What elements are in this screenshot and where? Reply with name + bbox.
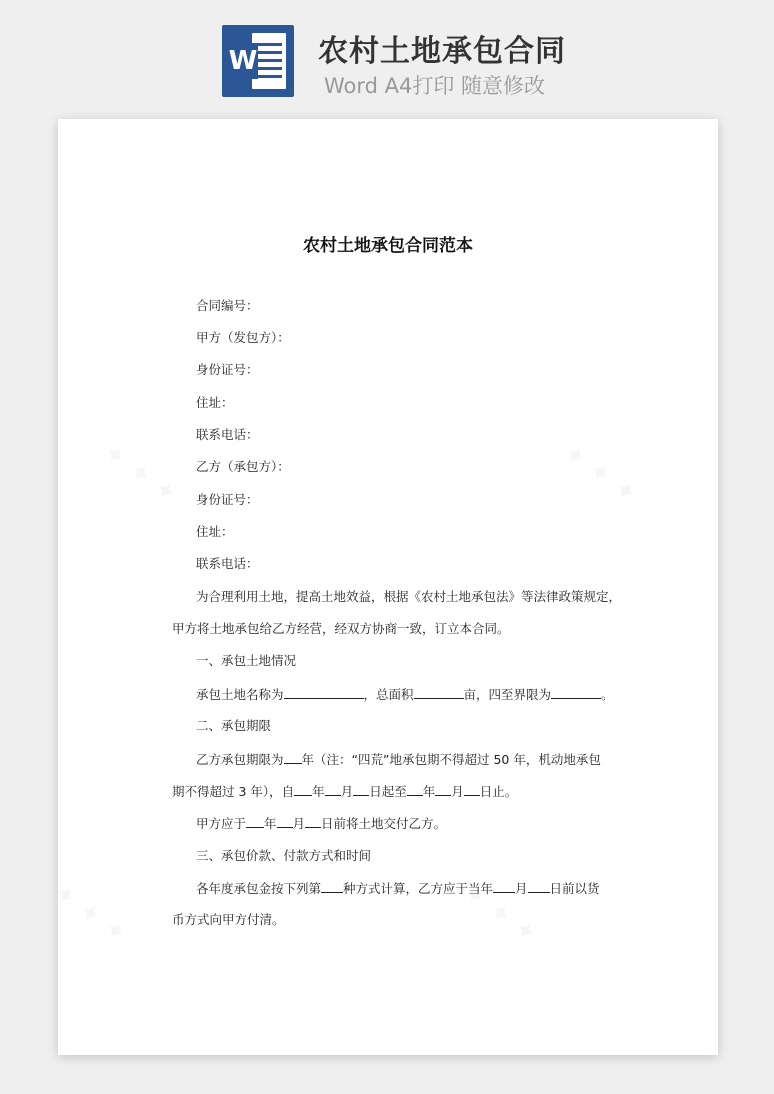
section-2-heading: 二、承包期限	[196, 718, 272, 733]
intro-line-2: 甲方将土地承包给乙方经营，经双方协商一致，订立本合同。	[172, 621, 510, 636]
section-3-paragraph-2: 币方式向甲方付清。	[172, 912, 285, 927]
section-2-paragraph-2: 期不得超过 3 年），自 年 月 日起至 年 月 日止。	[172, 784, 518, 799]
section-2-paragraph-3: 甲方应于 年 月 日前将土地交付乙方。	[196, 816, 447, 831]
section-3-heading: 三、承包价款、付款方式和时间	[196, 848, 372, 863]
section-1-heading: 一、承包土地情况	[196, 653, 297, 668]
document-title: 农村土地承包合同范本	[303, 236, 473, 256]
header-title: 农村土地承包合同	[318, 34, 566, 69]
document-page	[58, 119, 718, 1055]
word-icon	[222, 25, 294, 97]
watermark	[47, 878, 133, 950]
section-3-paragraph-1: 各年度承包金按下列第 种方式计算，乙方应于当年 月 日前以货	[196, 881, 600, 896]
field-party-b: 乙方（承包方）：	[196, 459, 290, 474]
watermark	[557, 438, 643, 510]
field-party-b-id: 身份证号：	[196, 492, 259, 507]
header	[0, 0, 774, 110]
header-subtitle: Word A4打印 随意修改	[324, 74, 546, 98]
intro-line-1: 为合理利用土地，提高土地效益，根据《农村土地承包法》等法律政策规定，	[196, 589, 622, 604]
field-party-a-address: 住址：	[196, 395, 234, 410]
watermark	[97, 438, 183, 510]
word-icon-letter: W	[228, 43, 258, 79]
field-party-b-address: 住址：	[196, 524, 234, 539]
field-party-a-phone: 联系电话：	[196, 427, 259, 442]
field-party-a-id: 身份证号：	[196, 362, 259, 377]
field-contract-no: 合同编号：	[196, 298, 259, 313]
field-party-b-phone: 联系电话：	[196, 556, 259, 571]
field-party-a: 甲方（发包方）：	[196, 330, 290, 345]
section-2-paragraph-1: 乙方承包期限为 年（注：“四荒”地承包期不得超过 50 年，机动地承包	[196, 752, 601, 767]
section-1-paragraph: 承包土地名称为 ，总面积 亩，四至界限为 。	[196, 687, 614, 702]
